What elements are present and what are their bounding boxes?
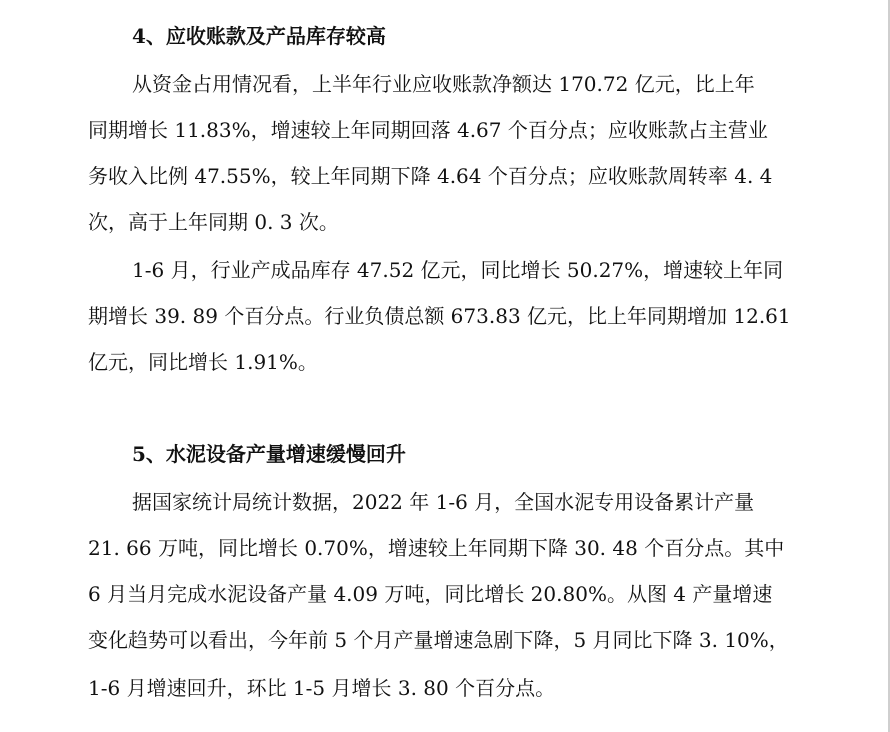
section-4-heading: 4、应收账款及产品库存较高 xyxy=(132,24,386,48)
paragraph-line: 同期增长 11.83%，增速较上年同期回落 4.67 个百分点；应收账款占主营业 xyxy=(88,118,768,142)
paragraph-line: 从资金占用情况看，上半年行业应收账款净额达 170.72 亿元，比上年 xyxy=(132,72,755,96)
paragraph-line: 1-6 月，行业产成品库存 47.52 亿元，同比增长 50.27%，增速较上年同 xyxy=(132,258,784,282)
section-5-heading: 5、水泥设备产量增速缓慢回升 xyxy=(132,442,406,466)
paragraph-line: 务收入比例 47.55%，较上年同期下降 4.64 个百分点；应收账款周转率 4. 4 xyxy=(88,164,773,188)
paragraph-line: 21. 66 万吨，同比增长 0.70%，增速较上年同期下降 30. 48 个百分点。其中 xyxy=(88,536,785,560)
paragraph-line: 变化趋势可以看出，今年前 5 个月产量增速急剧下降，5 月同比下降 3. 10%， xyxy=(88,628,789,652)
paragraph-line: 据国家统计局统计数据，2022 年 1-6 月，全国水泥专用设备累计产量 xyxy=(132,490,755,514)
paragraph-line: 亿元，同比增长 1.91%。 xyxy=(88,350,318,374)
paragraph-line: 6 月当月完成水泥设备产量 4.09 万吨，同比增长 20.80%。从图 4 产量增速 xyxy=(88,582,773,606)
paragraph-line: 1-6 月增速回升，环比 1-5 月增长 3. 80 个百分点。 xyxy=(88,676,556,700)
paragraph-line: 次，高于上年同期 0. 3 次。 xyxy=(88,210,339,234)
paragraph-line: 期增长 39. 89 个百分点。行业负债总额 673.83 亿元，比上年同期增加 12.61 xyxy=(88,304,791,328)
